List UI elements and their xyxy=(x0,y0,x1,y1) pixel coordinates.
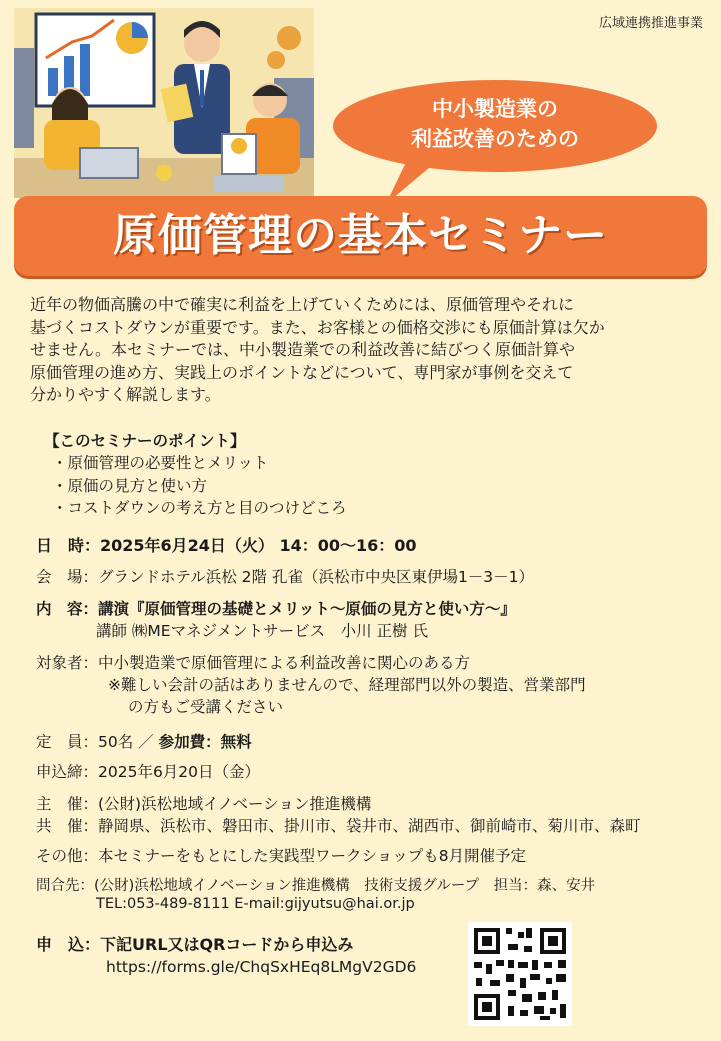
event-date: 日 時：2025年6月24日（火） 14：00～16：00 xyxy=(36,536,417,555)
event-content: 内 容：講演『原価管理の基礎とメリット～原価の見方と使い方～』 xyxy=(36,600,516,618)
point-item: ・コストダウンの考え方と目のつけどころ xyxy=(52,499,347,517)
capacity-label: 定 員：50名 ／ xyxy=(36,733,159,751)
business-meeting-illustration xyxy=(14,8,314,198)
apply-url[interactable]: https://forms.gle/ChqSxHEq8LMgV2GD6 xyxy=(106,958,417,976)
event-venue: 会 場：グランドホテル浜松 2階 孔雀（浜松市中央区東伊場1－3－1） xyxy=(36,568,535,586)
page-title: 原価管理の基本セミナー xyxy=(113,210,608,261)
event-deadline: 申込締：2025年6月20日（金） xyxy=(36,763,261,781)
event-target-note: ※難しい会計の話はありませんので、経理部門以外の製造、営業部門 xyxy=(108,676,586,694)
event-lecturer: 講師 ㈱MEマネジメントサービス 小川 正樹 氏 xyxy=(96,622,428,640)
speech-bubble xyxy=(330,78,660,208)
qr-code-icon[interactable] xyxy=(468,922,572,1026)
header-tag: 広域連携推進事業 xyxy=(598,16,703,31)
event-contact: 問合先：(公財)浜松地域イノベーション推進機構 技術支援グループ 担当：森、安井 xyxy=(36,878,596,894)
intro-line: 分かりやすく解説します。 xyxy=(30,385,221,404)
intro-line: せません。本セミナーでは、中小製造業での利益改善に結びつく原価計算や xyxy=(30,340,575,359)
point-item: ・原価の見方と使い方 xyxy=(52,476,208,495)
event-cohost: 共 催：静岡県、浜松市、磐田市、掛川市、袋井市、湖西市、御前崎市、菊川市、森町 xyxy=(36,817,641,835)
fee-label: 参加費：無料 xyxy=(158,733,252,751)
event-contact-tel: TEL:053-489-8111 E-mail:gijyutsu@hai.or.jp xyxy=(96,896,415,912)
event-organizer: 主 催：(公財)浜松地域イノベーション推進機構 xyxy=(36,795,372,813)
intro-line: 基づくコストダウンが重要です。また、お客様との価格交渉にも原価計算は欠か xyxy=(30,317,605,337)
event-capacity xyxy=(36,730,252,752)
intro-paragraph xyxy=(30,294,700,407)
point-item: ・原価管理の必要性とメリット xyxy=(52,454,269,472)
event-target-note: の方もご受講ください xyxy=(128,698,284,716)
event-other: その他：本セミナーをもとにした実践型ワークショップも8月開催予定 xyxy=(36,847,527,865)
intro-line: 原価管理の進め方、実践上のポイントなどについて、専門家が事例を交えて xyxy=(30,362,574,382)
intro-line: 近年の物価高騰の中で確実に利益を上げていくためには、原価管理やそれに xyxy=(30,295,575,314)
points-title: 【このセミナーのポイント】 xyxy=(44,432,246,450)
bubble-line-2: 利益改善のための xyxy=(411,127,579,151)
points-list xyxy=(52,452,347,520)
event-apply: 申 込：下記URL又はQRコードから申込み xyxy=(36,935,354,954)
title-banner xyxy=(14,196,707,276)
event-target: 対象者：中小製造業で原価管理による利益改善に関心のある方 xyxy=(36,654,471,672)
bubble-line-1: 中小製造業の xyxy=(432,97,558,121)
